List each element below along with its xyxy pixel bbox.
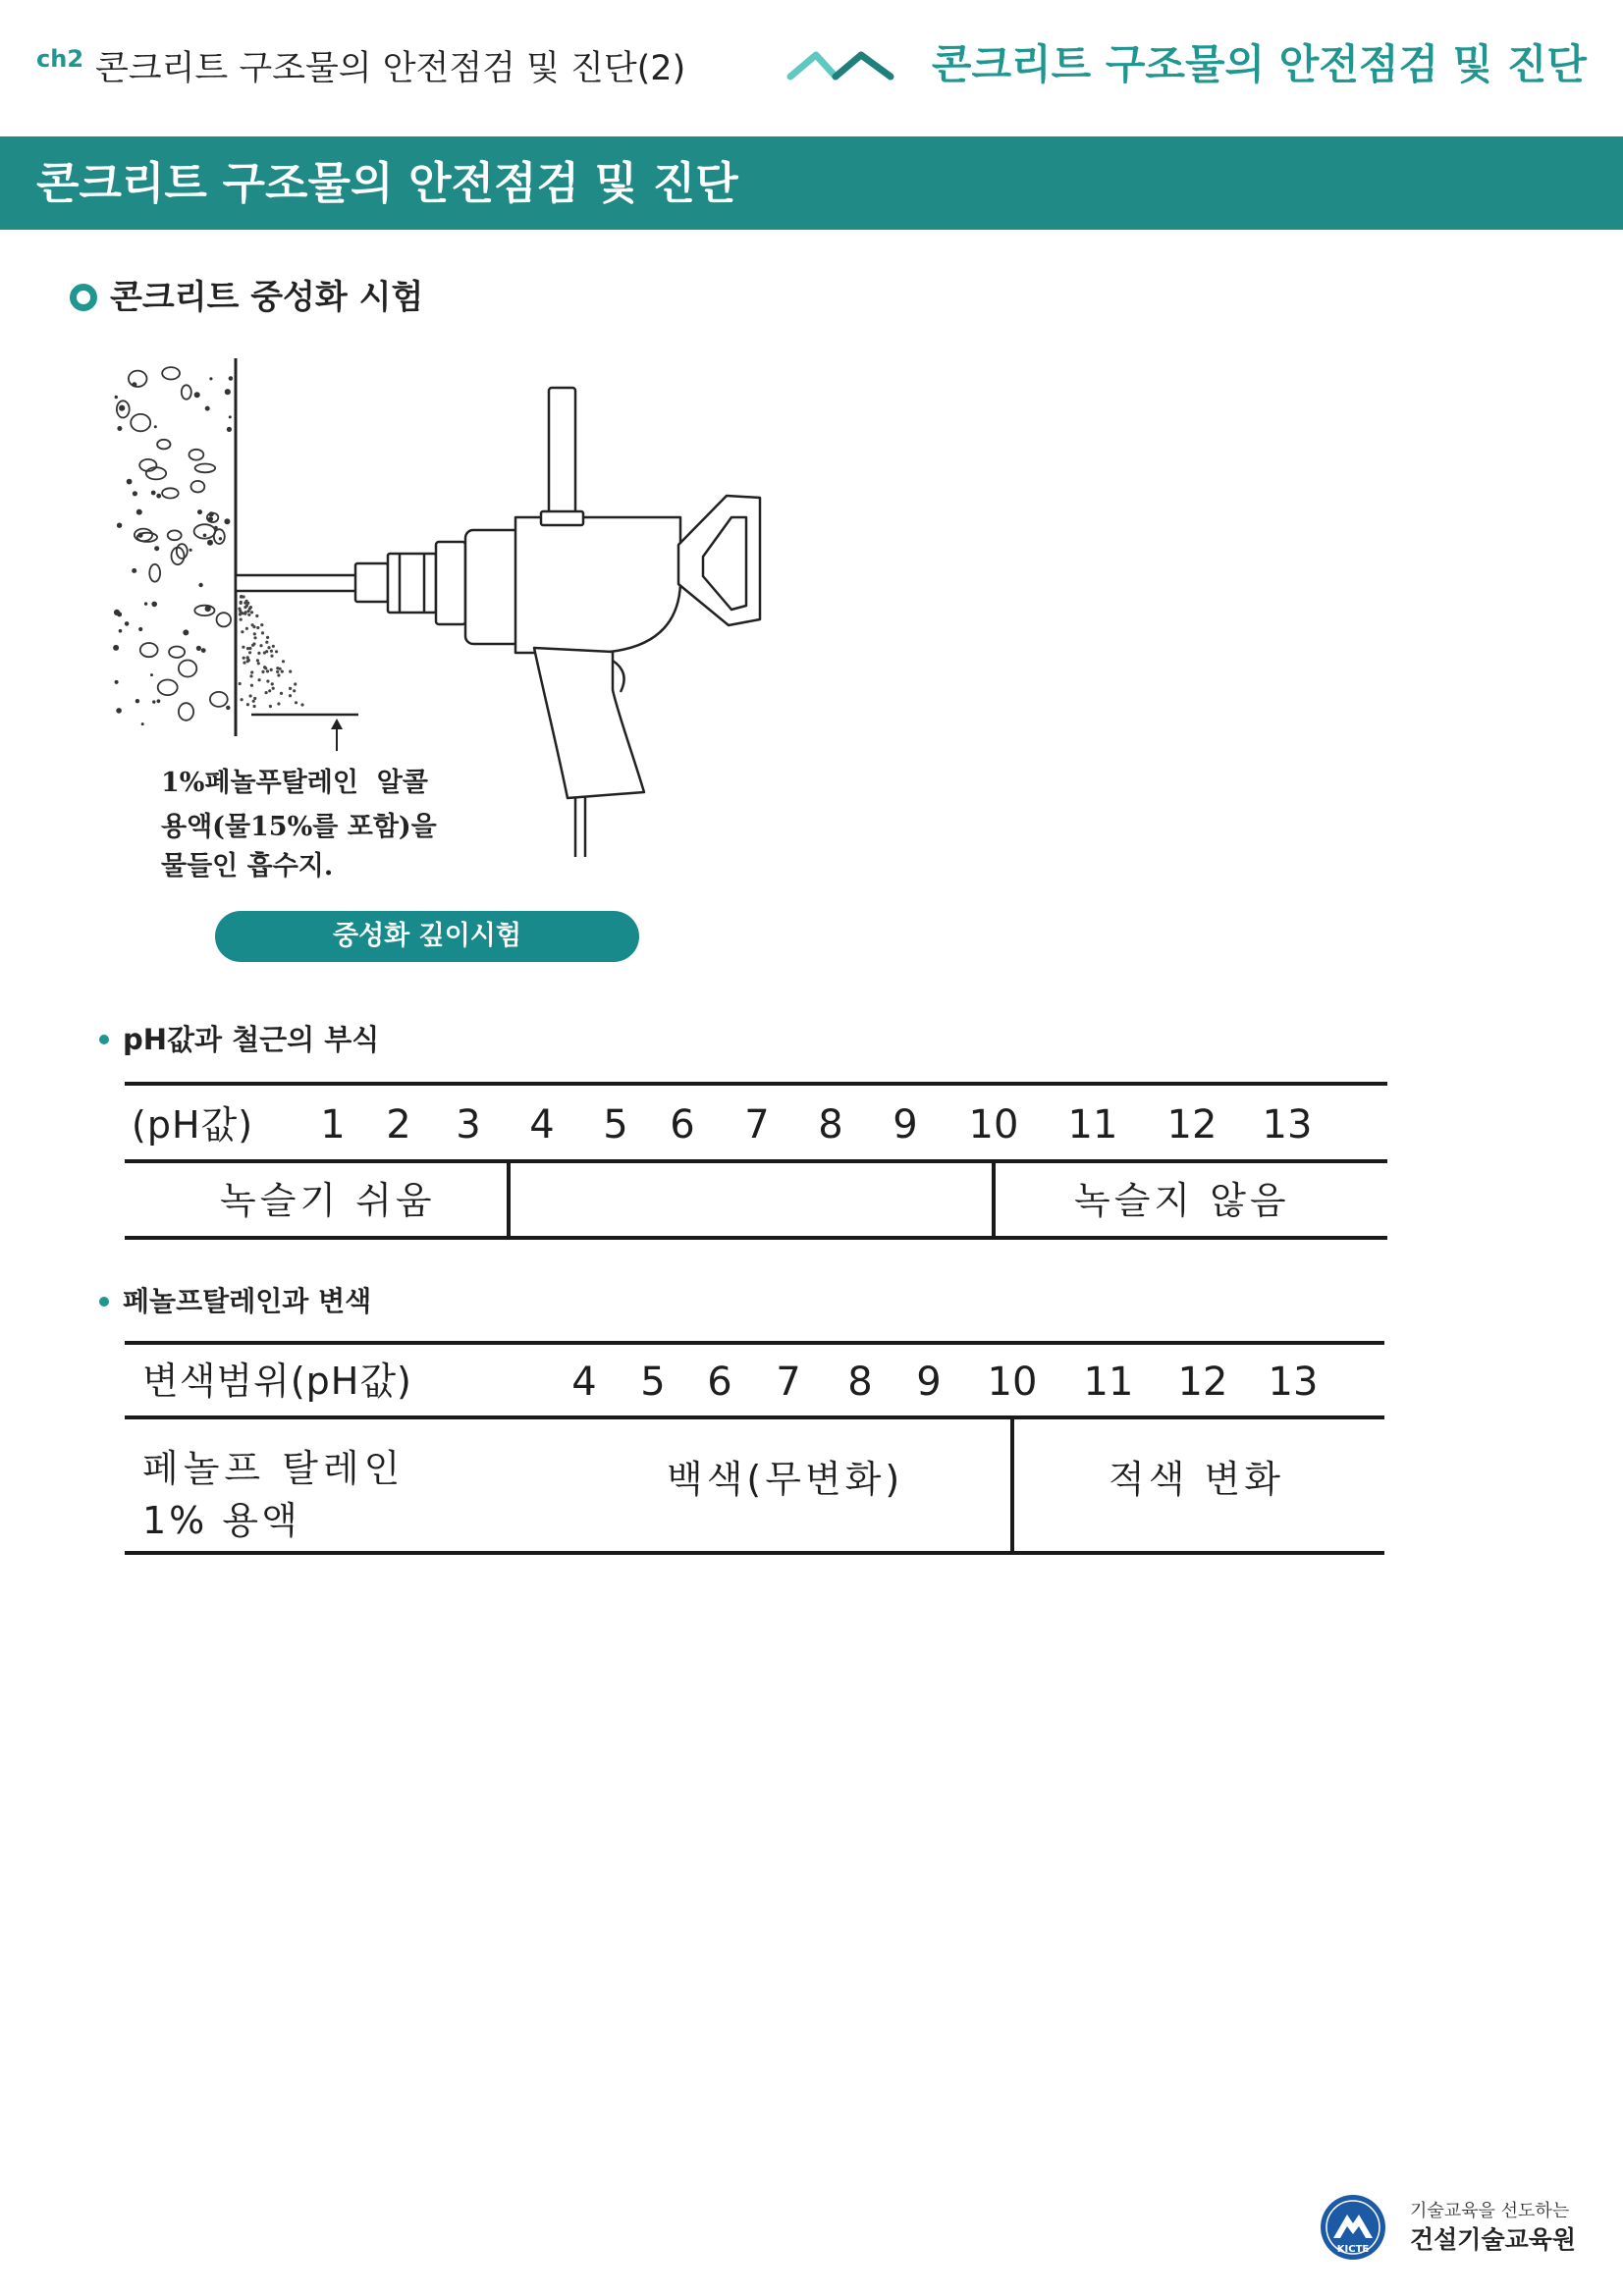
dust-particle [259, 644, 262, 647]
table-rule [125, 1082, 1387, 1086]
dust-particle [261, 631, 264, 634]
table-divider [1010, 1415, 1014, 1553]
aggregate-grain [138, 627, 142, 631]
drill-cord [575, 797, 585, 857]
dust-particle [256, 626, 259, 629]
ph-value: 4 [529, 1102, 555, 1148]
dust-particle [260, 623, 263, 626]
red-change-label: 적색 변화 [1109, 1458, 1284, 1501]
aggregate-stone [131, 414, 150, 431]
ph-value: 7 [744, 1102, 770, 1148]
drill-top-handle [541, 388, 583, 525]
aggregate-grain [197, 509, 202, 514]
aggregate-grain [207, 540, 213, 546]
course-title: 콘크리트 구조물의 안전점검 및 진단 [931, 40, 1587, 88]
aggregate-stone [191, 481, 205, 493]
aggregate-stone [169, 647, 185, 658]
ph-value: 3 [456, 1102, 481, 1148]
dust-particle [252, 642, 255, 645]
title-banner [0, 136, 1623, 230]
dust-particle [281, 670, 284, 673]
aggregate-grain [127, 479, 133, 485]
ph-value: 13 [1262, 1102, 1313, 1148]
figure-caption: 중성화 깊이시험 [215, 911, 639, 962]
aggregate-stone [158, 680, 178, 696]
aggregate-stone [157, 440, 170, 450]
aggregate-grain [132, 382, 136, 387]
dust-particle [246, 656, 249, 659]
dust-particle [266, 636, 269, 639]
section-title: 콘크리트 중성화 시험 [110, 278, 424, 317]
dust-particle [242, 612, 244, 614]
ph-value: 12 [1177, 1360, 1228, 1405]
figure-annotation-line: 1%페놀푸탈레인 알콜 [161, 768, 428, 798]
dust-particle [280, 692, 283, 695]
drill-grip [534, 648, 644, 798]
ph-value: 11 [1083, 1360, 1134, 1405]
aggregate-stone [168, 530, 182, 540]
dust-particle [256, 659, 259, 662]
ph-value: 12 [1166, 1102, 1217, 1148]
no-change-label: 백색(무변화) [667, 1458, 904, 1501]
bullet-dot [99, 1035, 109, 1044]
chapter-tag: ch2 [36, 45, 84, 73]
color-range-label: 변색범위(pH값) [142, 1360, 412, 1403]
rust-easy-label: 녹슬기 쉬움 [220, 1179, 436, 1222]
dust-particle [268, 689, 271, 692]
dust-particle [250, 670, 253, 673]
figure-annotation-line: 물들인 흡수지. [161, 851, 334, 881]
dust-particle [266, 679, 269, 682]
dust-particle [293, 689, 296, 692]
emblem-text: KICTE [1336, 2244, 1370, 2255]
aggregate-stone [162, 488, 179, 498]
aggregate-grain [209, 511, 214, 516]
dust-particle [275, 650, 278, 653]
org-name: 건설기술교육원 [1410, 2225, 1577, 2254]
dust-particle [250, 684, 253, 687]
ph-value: 6 [670, 1102, 695, 1148]
dust-particle [276, 667, 279, 669]
aggregate-grain [132, 568, 136, 573]
table-divider [507, 1159, 511, 1240]
ring-icon [69, 283, 98, 312]
aggregate-grain [196, 646, 201, 651]
table-rule [125, 1236, 1387, 1240]
aggregate-stone [189, 450, 204, 460]
aggregate-grain [125, 621, 130, 626]
aggregate-grain [189, 549, 192, 552]
aggregate-stone [162, 367, 180, 379]
ph-value: 8 [818, 1102, 843, 1148]
ph-value: 9 [916, 1360, 942, 1405]
aggregate-stone [135, 529, 152, 542]
dust-particle [253, 632, 256, 635]
aggregate-grain [152, 700, 155, 703]
dust-particle [247, 614, 250, 616]
drill-bit [236, 575, 357, 591]
aggregate-grain [151, 491, 156, 496]
aggregate-stone [146, 467, 166, 479]
ph-value: 4 [571, 1360, 597, 1405]
dust-particle [267, 646, 270, 649]
aggregate-stone [217, 613, 232, 626]
reagent-label-line: 1% 용액 [142, 1499, 300, 1542]
aggregate-stone [177, 544, 188, 559]
drill-collar [436, 542, 465, 624]
rust-none-label: 녹슬지 않음 [1074, 1179, 1290, 1222]
dust-particle [245, 627, 248, 630]
dust-particle [240, 601, 243, 604]
aggregate-grain [151, 602, 157, 608]
aggregate-grain [119, 405, 125, 411]
aggregate-grain [144, 602, 147, 605]
aggregate-grain [117, 523, 122, 528]
dust-particle [248, 651, 251, 654]
table-rule [125, 1341, 1384, 1345]
dust-particle [295, 701, 298, 704]
dust-particle [247, 610, 250, 613]
dust-particle [266, 669, 269, 672]
ph-value: 2 [386, 1102, 411, 1148]
drill-rear-handle [678, 496, 760, 625]
aggregate-grain [113, 645, 119, 651]
figure-annotation-line: 용액(물15%를 포함)을 [161, 812, 437, 842]
concrete-dust [238, 595, 303, 708]
aggregate-grain [117, 426, 122, 431]
dust-particle [265, 650, 268, 653]
dust-particle [282, 660, 285, 663]
aggregate-grain [229, 376, 234, 381]
dust-particle [253, 636, 256, 639]
aggregate-grain [209, 377, 212, 380]
arrow-up-icon [331, 719, 343, 751]
mountain-logo-icon [785, 49, 895, 82]
drill-chuck [388, 554, 436, 613]
ph-value: 8 [847, 1360, 873, 1405]
dust-particle [294, 682, 297, 685]
dust-particle [272, 645, 275, 648]
dust-particle [240, 596, 243, 599]
aggregate-stone [214, 529, 225, 544]
dust-particle [253, 697, 256, 700]
reagent-label-line: 페놀프 탈레인 [142, 1447, 406, 1490]
chapter-title: 콘크리트 구조물의 안전점검 및 진단(2) [95, 49, 686, 88]
aggregate-grain [119, 629, 123, 633]
table-rule [125, 1159, 1387, 1163]
dust-particle [277, 673, 280, 676]
aggregate-grain [225, 389, 231, 395]
drill-nose [465, 530, 521, 644]
drill-body [515, 517, 680, 653]
dust-particle [239, 682, 242, 685]
ph-value: 9 [893, 1102, 918, 1148]
aggregate-grain [115, 680, 119, 684]
aggregate-stone [210, 692, 228, 707]
table-rule [125, 1415, 1384, 1419]
dust-particle [249, 674, 252, 677]
bullet-dot [99, 1297, 109, 1307]
aggregate-grain [219, 537, 222, 540]
ph-value: 5 [603, 1102, 628, 1148]
aggregate-grain [154, 546, 159, 551]
dust-particle [246, 703, 249, 706]
aggregate-stone [194, 606, 214, 615]
dust-particle [265, 691, 268, 694]
aggregate-grain [133, 491, 137, 496]
dust-particle [248, 647, 251, 650]
aggregate-grain [154, 425, 157, 428]
aggregate-grain [116, 708, 122, 714]
ph-corrosion-title: pH값과 철근의 부식 [123, 1023, 380, 1056]
dust-particle [240, 618, 243, 621]
table-divider [992, 1159, 996, 1240]
aggregate-stone [195, 464, 216, 473]
aggregate-grain [229, 415, 232, 418]
aggregate-grain [227, 427, 232, 432]
dust-particle [238, 608, 241, 611]
aggregate-stone [179, 661, 196, 677]
ph-value: 10 [987, 1360, 1038, 1405]
dust-particle [272, 687, 275, 690]
phenolphthalein-title: 페놀프탈레인과 변색 [123, 1285, 372, 1317]
table-rule [125, 1551, 1384, 1555]
drill-chuck-tip [355, 563, 388, 602]
dust-particle [289, 670, 292, 673]
dust-particle [263, 666, 266, 668]
dust-particle [300, 703, 303, 706]
dust-particle [252, 700, 255, 703]
aggregate-stone [182, 385, 191, 399]
aggregate-grain [141, 722, 144, 725]
dust-particle [277, 702, 280, 705]
dust-particle [251, 623, 254, 626]
dust-particle [255, 614, 258, 617]
aggregate-grain [157, 699, 161, 703]
aggregate-grain [183, 629, 189, 635]
dust-particle [261, 670, 264, 673]
aggregate-grain [150, 673, 153, 676]
dust-particle [241, 698, 243, 701]
aggregate-grain [205, 406, 210, 411]
dust-particle [241, 630, 243, 633]
dust-particle [269, 705, 272, 708]
ph-value: 11 [1067, 1102, 1118, 1148]
aggregate-grain [156, 494, 161, 499]
dust-particle [258, 678, 261, 681]
page-title: 콘크리트 구조물의 안전점검 및 진단 [36, 157, 738, 209]
aggregate-stone [149, 564, 160, 582]
dust-particle [257, 652, 260, 655]
aggregate-stone [129, 371, 147, 387]
dust-particle [289, 687, 292, 690]
ph-header-label: (pH값) [132, 1103, 254, 1147]
dust-particle [270, 668, 273, 671]
kicte-emblem-icon [1308, 2193, 1398, 2262]
ph-value: 1 [320, 1102, 346, 1148]
ph-value: 5 [640, 1360, 666, 1405]
aggregate-grain [114, 610, 120, 615]
aggregate-grain [136, 509, 142, 515]
dust-particle [249, 694, 252, 697]
aggregate-stone [179, 703, 193, 721]
aggregate-grain [201, 648, 206, 653]
ph-value: 7 [776, 1360, 801, 1405]
dust-particle [257, 662, 260, 665]
ph-value: 13 [1268, 1360, 1319, 1405]
ph-value: 6 [707, 1360, 732, 1405]
dust-particle [270, 655, 273, 658]
aggregate-stone [140, 643, 158, 657]
aggregate-grain [208, 516, 213, 521]
dust-particle [244, 611, 247, 614]
dust-particle [242, 646, 244, 649]
dust-particle [265, 641, 268, 644]
dust-particle [253, 705, 256, 708]
dust-particle [245, 600, 248, 603]
dust-particle [276, 670, 279, 673]
aggregate-grain [194, 392, 200, 398]
dust-particle [270, 650, 273, 653]
aggregate-grain [224, 518, 230, 524]
concrete-aggregate [113, 367, 233, 725]
aggregate-grain [135, 699, 139, 703]
dust-particle [243, 662, 245, 665]
dust-particle [250, 611, 253, 614]
aggregate-grain [115, 396, 118, 399]
ph-value: 10 [968, 1102, 1019, 1148]
dust-particle [289, 694, 292, 697]
aggregate-grain [203, 534, 207, 538]
org-slogan: 기술교육을 선도하는 [1410, 2201, 1570, 2221]
aggregate-grain [226, 706, 230, 710]
dust-particle [243, 657, 245, 660]
aggregate-grain [198, 583, 202, 587]
dust-particle [271, 682, 274, 685]
